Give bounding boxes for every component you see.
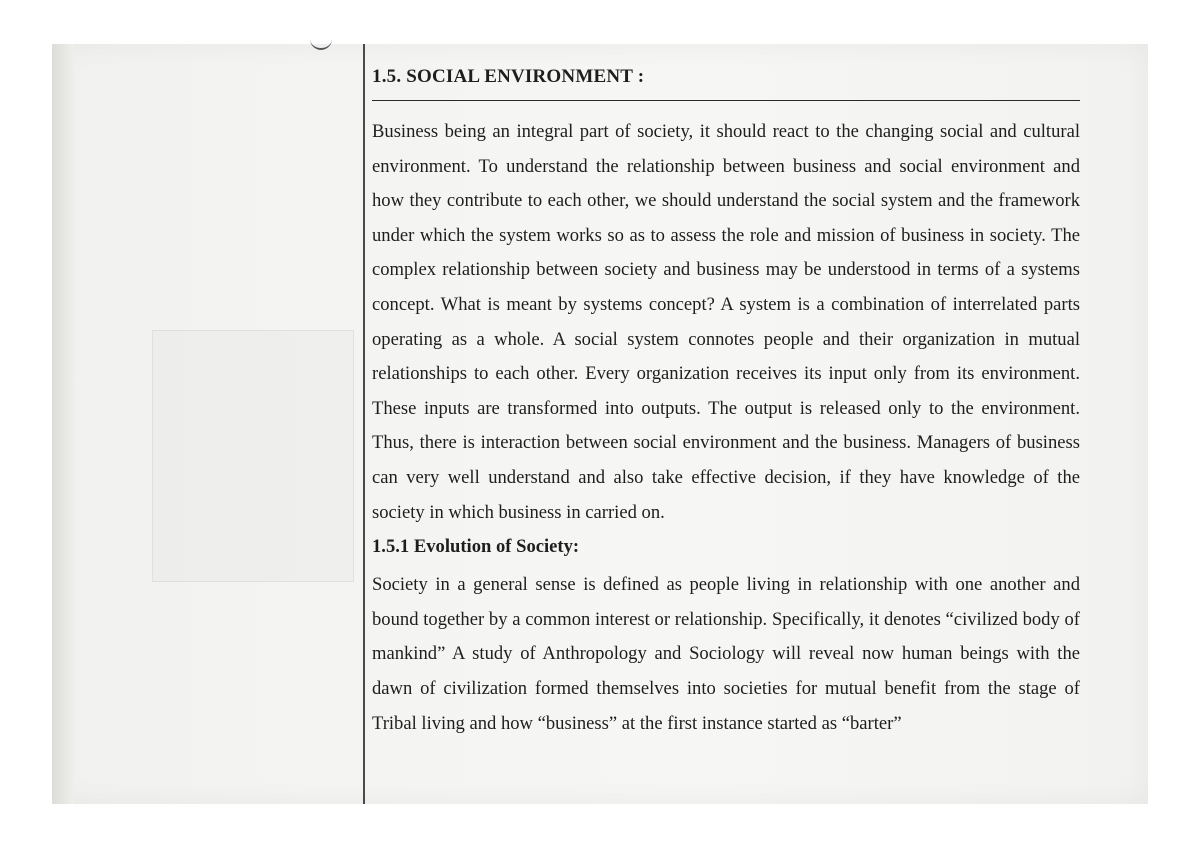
bleed-through-box [152,330,354,582]
section-heading: 1.5. SOCIAL ENVIRONMENT : [372,58,1080,101]
subsection-paragraph: Society in a general sense is defined as people living in relationship with one another and bound together by a common interest or relationship. Specifically, it denotes “civilized body of mankind” A study of Anthropology and Sociology will reveal now human beings with the dawn of civilization formed themselves into societies for mutual benefit from the stage of Tribal living and how “business” at the first instance started as “barter” [372,574,1080,734]
page-binding-shadow [52,44,74,804]
page-content [372,58,1080,741]
margin-rule [363,44,365,804]
section-paragraph: Business being an integral part of society, it should react to the changing social and cultural environment. To understand the relationship between business and social environment and how they contribute to each other, we should understand the social system and the framework under which the system works so as to assess the role and mission of business in society. The complex relationship between society and business may be understood in terms of a systems concept. What is meant by systems concept? A system is a combination of interrelated parts operating as a whole. A social system connotes people and their organization in mutual relationships to each other. Every organization receives its input only from its environment. These inputs are transformed into outputs. The output is released only to the environment. Thus, there is interaction between social environment and the business. Managers of business can very well understand and also take effective decision, if they have knowledge of the society in which business in carried on. [372,121,1080,523]
subsection-heading: 1.5.1 Evolution of Society: [372,536,580,558]
